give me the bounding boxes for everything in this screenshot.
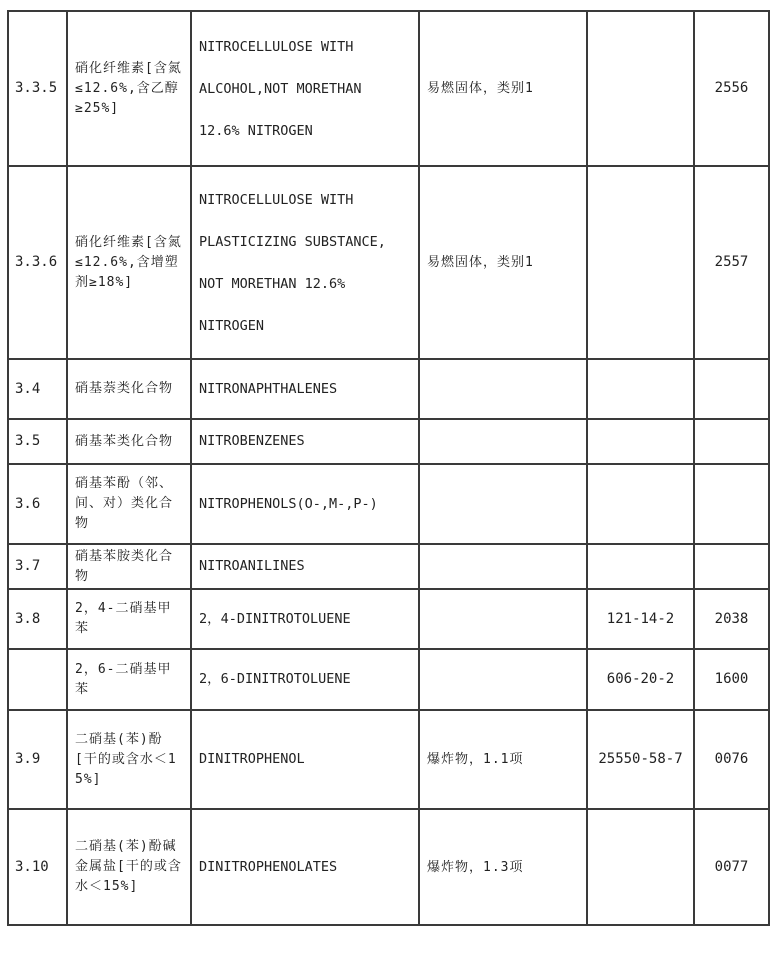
cas-number — [587, 809, 694, 925]
un-number — [694, 359, 769, 419]
table-row — [8, 166, 769, 359]
english-name: DINITROPHENOL — [191, 710, 419, 809]
cas-number: 606-20-2 — [587, 649, 694, 710]
chinese-name: 硝化纤维素[含氮≤12.6%,含乙醇≥25%] — [67, 11, 191, 166]
hazard-class — [419, 589, 587, 649]
row-number: 3.7 — [8, 544, 67, 589]
hazard-class — [419, 649, 587, 710]
hazard-class — [419, 464, 587, 544]
table-row — [8, 359, 769, 419]
english-name-line: NITROCELLULOSE WITH — [199, 191, 354, 208]
cas-number — [587, 419, 694, 464]
cas-number — [587, 464, 694, 544]
chinese-name: 2，6-二硝基甲苯 — [67, 649, 191, 710]
cas-number: 121-14-2 — [587, 589, 694, 649]
row-number: 3.3.5 — [8, 11, 67, 166]
english-name-line: 12.6% NITROGEN — [199, 122, 313, 139]
english-name: NITRONAPHTHALENES — [191, 359, 419, 419]
row-number: 3.4 — [8, 359, 67, 419]
chinese-name: 硝基苯类化合物 — [67, 419, 191, 464]
hazard-class: 爆炸物，1.1项 — [419, 710, 587, 809]
un-number — [694, 544, 769, 589]
chinese-name: 硝化纤维素[含氮≤12.6%,含增塑剂≥18%] — [67, 166, 191, 359]
chinese-name: 硝基苯酚（邻、间、对）类化合物 — [67, 464, 191, 544]
cas-number — [587, 359, 694, 419]
un-number: 2557 — [694, 166, 769, 359]
table-row — [8, 809, 769, 925]
cas-number — [587, 166, 694, 359]
english-name-line: PLASTICIZING SUBSTANCE, — [199, 233, 386, 250]
un-number: 0076 — [694, 710, 769, 809]
english-name: DINITROPHENOLATES — [191, 809, 419, 925]
un-number: 2038 — [694, 589, 769, 649]
english-name-line: NOT MORETHAN 12.6% — [199, 275, 346, 292]
row-number: 3.6 — [8, 464, 67, 544]
table-row — [8, 710, 769, 809]
row-number: 3.5 — [8, 419, 67, 464]
table-row — [8, 11, 769, 166]
un-number — [694, 419, 769, 464]
chinese-name: 二硝基(苯)酚[干的或含水＜15%] — [67, 710, 191, 809]
cas-number — [587, 11, 694, 166]
un-number — [694, 464, 769, 544]
english-name-line: NITROCELLULOSE WITH — [199, 38, 354, 55]
chinese-name: 硝基萘类化合物 — [67, 359, 191, 419]
hazard-class: 易燃固体，类别1 — [419, 11, 587, 166]
hazard-class: 易燃固体，类别1 — [419, 166, 587, 359]
row-number — [8, 649, 67, 710]
english-name-line: NITROGEN — [199, 317, 265, 334]
english-name: NITROANILINES — [191, 544, 419, 589]
english-name: 2，4-DINITROTOLUENE — [191, 589, 419, 649]
english-name — [191, 11, 419, 166]
english-name: NITROPHENOLS(O-,M-,P-) — [191, 464, 419, 544]
hazard-class: 爆炸物，1.3项 — [419, 809, 587, 925]
chemical-table — [7, 10, 770, 926]
row-number: 3.8 — [8, 589, 67, 649]
hazard-class — [419, 419, 587, 464]
table-row — [8, 419, 769, 464]
english-name-line: ALCOHOL,NOT MORETHAN — [199, 80, 362, 97]
un-number: 1600 — [694, 649, 769, 710]
chinese-name: 二硝基(苯)酚碱金属盐[干的或含水＜15%] — [67, 809, 191, 925]
chinese-name: 硝基苯胺类化合物 — [67, 544, 191, 589]
table-row — [8, 464, 769, 544]
row-number: 3.3.6 — [8, 166, 67, 359]
chinese-name: 2，4-二硝基甲苯 — [67, 589, 191, 649]
hazard-class — [419, 544, 587, 589]
english-name: NITROBENZENES — [191, 419, 419, 464]
cas-number: 25550-58-7 — [587, 710, 694, 809]
table-row — [8, 589, 769, 649]
row-number: 3.10 — [8, 809, 67, 925]
table-row — [8, 649, 769, 710]
hazard-class — [419, 359, 587, 419]
row-number: 3.9 — [8, 710, 67, 809]
cas-number — [587, 544, 694, 589]
english-name — [191, 166, 419, 359]
un-number: 0077 — [694, 809, 769, 925]
table-row — [8, 544, 769, 589]
un-number: 2556 — [694, 11, 769, 166]
english-name: 2，6-DINITROTOLUENE — [191, 649, 419, 710]
